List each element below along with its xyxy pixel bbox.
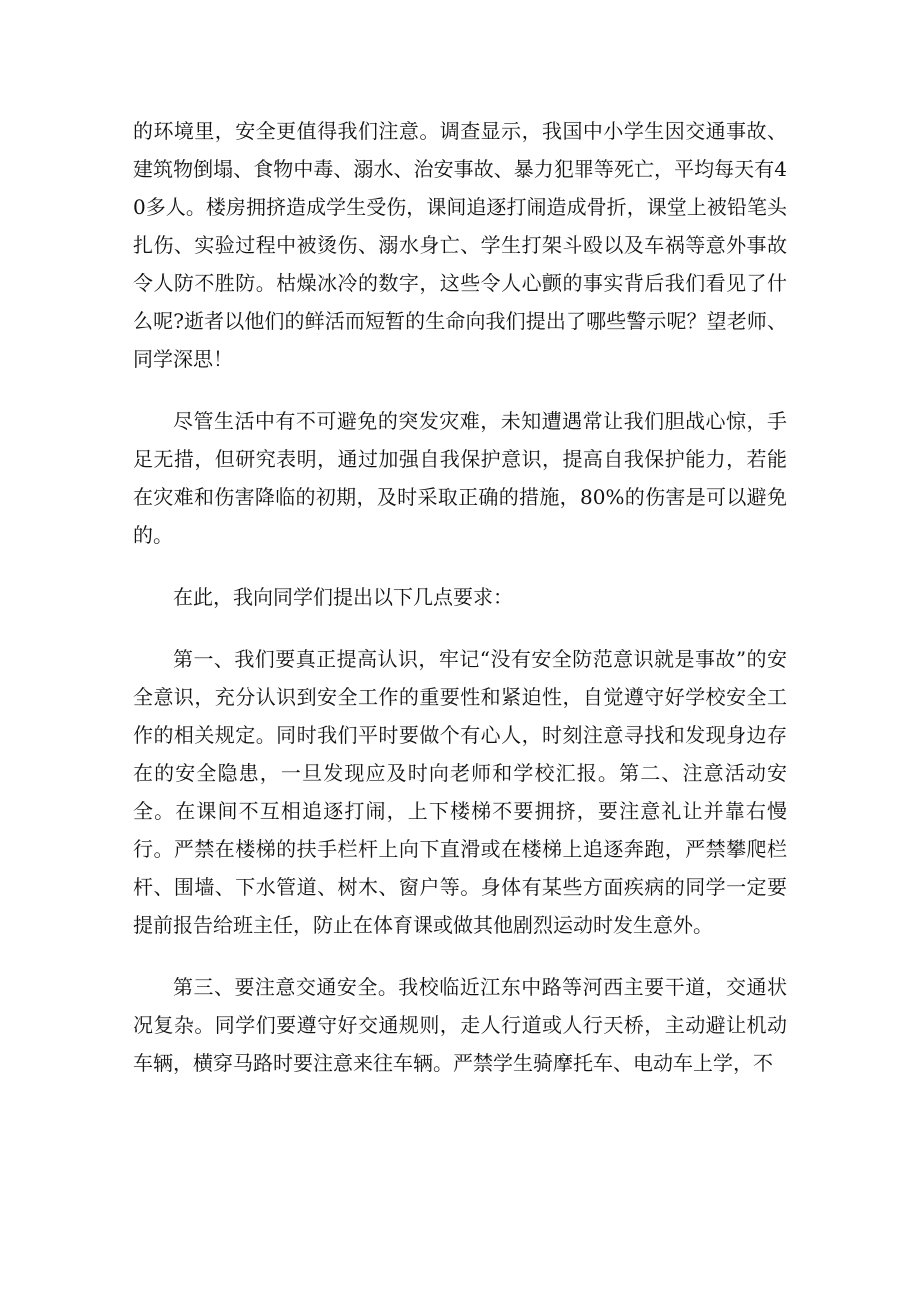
paragraph-continuation: 的环境里，安全更值得我们注意。调查显示，我国中小学生因交通事故、建筑物倒塌、食物中毒、溺水、治安事故、暴力犯罪等死亡，平均每天有40多人。楼房拥挤造成学生受伤，课间追逐打闹造成骨折，课堂上被铅笔头扎伤、实验过程中被烫伤、溺水身亡、学生打架斗殴以及车祸等意外事故令人防不胜防。枯燥冰冷的数字，这些令人心颤的事实背后我们看见了什么呢?逝者以他们的鲜活而短暂的生命向我们提出了哪些警示呢？望老师、同学深思！ (133, 119, 787, 371)
paragraph-third-point: 第三、要注意交通安全。我校临近江东中路等河西主要干道，交通状况复杂。同学们要遵守好交通规则，走人行道或人行天桥，主动避让机动车辆，横穿马路时要注意来往车辆。严禁学生骑摩托车、电动车上学，不 (133, 975, 787, 1075)
paragraph-requirements-intro: 在此，我向同学们提出以下几点要求： (173, 585, 513, 609)
document-body (133, 112, 787, 1082)
paragraph-self-protection: 尽管生活中有不可避免的突发灾难，未知遭遇常让我们胆战心惊，手足无措，但研究表明，通过加强自我保护意识，提高自我保护能力，若能在灾难和伤害降临的初期，及时采取正确的措施，80%的伤害是可以避免的。 (133, 409, 787, 547)
paragraph-first-second-points: 第一、我们要真正提高认识，牢记“没有安全防范意识就是事故”的安全意识，充分认识到安全工作的重要性和紧迫性，自觉遵守好学校安全工作的相关规定。同时我们平时要做个有心人，时刻注意寻找和发现身边存在的安全隐患，一旦发现应及时向老师和学校汇报。第二、注意活动安全。在课间不互相追逐打闹，上下楼梯不要拥挤，要注意礼让并靠右慢行。严禁在楼梯的扶手栏杆上向下直滑或在楼梯上追逐奔跑，严禁攀爬栏杆、围墙、下水管道、树木、窗户等。身体有某些方面疾病的同学一定要提前报告给班主任，防止在体育课或做其他剧烈运动时发生意外。 (133, 647, 787, 937)
